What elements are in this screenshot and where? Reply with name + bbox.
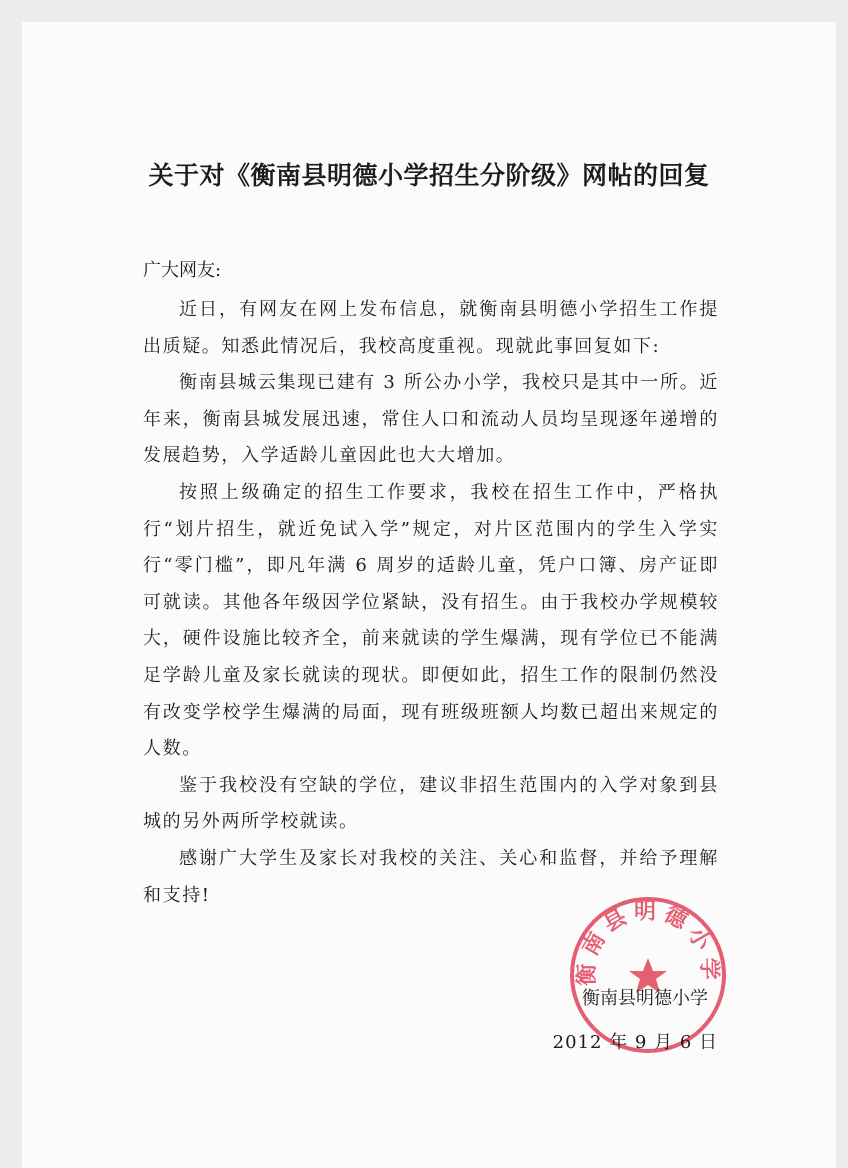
document-title: 关于对《衡南县明德小学招生分阶级》网帖的回复 <box>148 161 710 190</box>
paragraph: 感谢广大学生及家长对我校的关注、关心和监督，并给予理解和支持! <box>143 847 719 906</box>
date: 2012 年 9 月 6 日 <box>552 1032 718 1053</box>
paragraph: 按照上级确定的招生工作要求，我校在招生工作中，严格执行“划片招生，就近免试入学”规定，对片区范围内的学生入学实行“零门槛”，即凡年满 6 周岁的适龄儿童，凭户口簿、房产证即可就读。其他各年级因学位紧缺，没有招生。由于我校办学规模较大，硬件设施比较齐全，前来就读的学生爆满，现有学位已不能满足学龄儿童及家长就读的现状。即便如此，招生工作的限制仍然没有改变学校学生爆满的局面，现有班级班额人均数已超出来规定的人数。 <box>143 481 719 760</box>
paragraph: 衡南县城云集现已建有 3 所公办小学，我校只是其中一所。近年来，衡南县城发展迅速，常住人口和流动人员均呈现逐年递增的发展趋势，入学适龄儿童因此也大大增加。 <box>143 372 719 467</box>
salutation: 广大网友: <box>143 260 222 281</box>
letter-body <box>143 292 719 914</box>
signature: 衡南县明德小学 <box>582 988 708 1009</box>
seal-text: 衡南县明德小学 <box>574 899 722 986</box>
letter <box>22 22 836 1168</box>
document-page <box>22 22 836 1168</box>
paragraph: 近日，有网友在网上发布信息，就衡南县明德小学招生工作提出质疑。知悉此情况后，我校高度重视。现就此事回复如下: <box>143 299 719 357</box>
paragraph: 鉴于我校没有空缺的学位，建议非招生范围内的入学对象到县城的另外两所学校就读。 <box>143 774 719 833</box>
